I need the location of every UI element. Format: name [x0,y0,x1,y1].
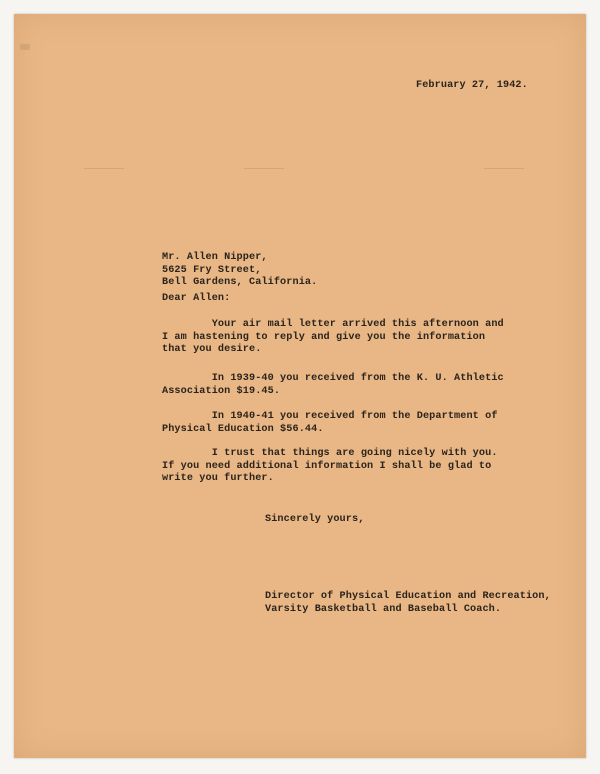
salutation: Dear Allen: [162,293,231,304]
paper-mark [20,44,30,50]
paragraph-line: that you desire. [162,344,262,355]
paragraph-line: In 1939-40 you received from the K. U. Athletic [162,373,504,384]
address-line-name: Mr. Allen Nipper, [162,252,268,263]
letter-page [14,14,586,758]
paper-crease [84,168,124,169]
paragraph-1 [162,319,504,357]
recipient-address [162,252,317,290]
address-line-street: 5625 Fry Street, [162,264,262,276]
paragraph-line: write you further. [162,473,274,484]
paragraph-line: Association $19.45. [162,385,281,397]
paragraph-line: If you need additional information I shall be glad to [162,460,492,472]
paragraph-3 [162,411,498,436]
paragraph-line: Your air mail letter arrived this afternoon and [162,319,504,330]
signature-title-line: Varsity Basketball and Baseball Coach. [265,603,502,615]
paper-crease [244,168,284,169]
signature-block [265,591,551,616]
paragraph-line: I trust that things are going nicely with you. [162,448,498,459]
paragraph-line: I am hastening to reply and give you the information [162,331,486,343]
paragraph-2 [162,373,504,398]
address-line-city: Bell Gardens, California. [162,277,318,288]
paper-crease [484,168,524,169]
signature-title-line: Director of Physical Education and Recreation, [265,591,551,602]
paragraph-4 [162,448,498,486]
letter-date: February 27, 1942. [416,80,528,91]
paragraph-line: Physical Education $56.44. [162,423,324,435]
closing: Sincerely yours, [265,514,365,525]
paragraph-line: In 1940-41 you received from the Department of [162,411,498,422]
